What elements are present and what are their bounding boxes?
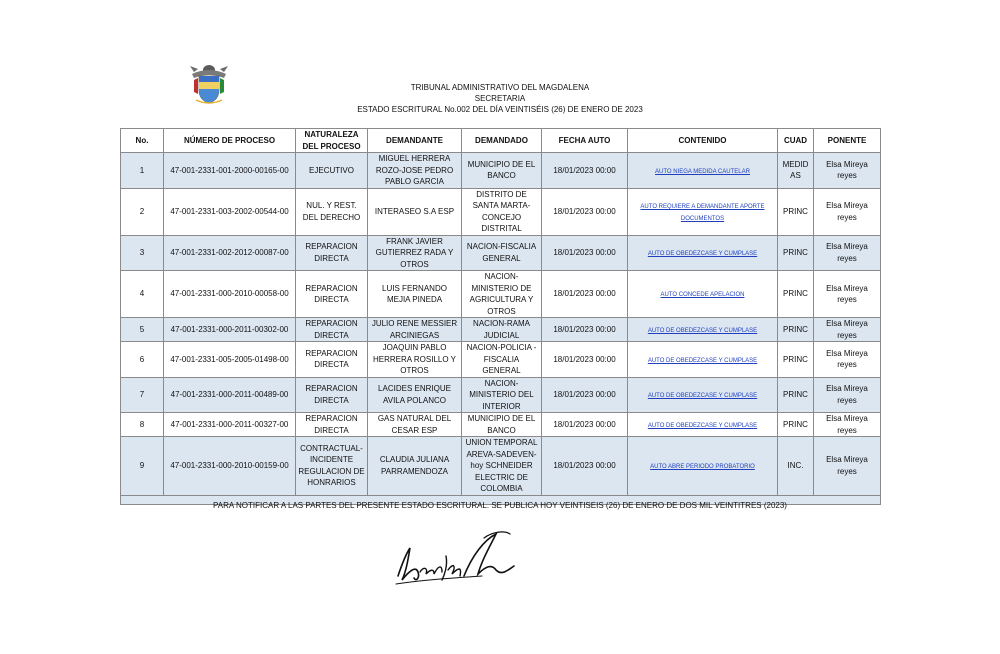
table-row [121,413,881,437]
cell-fecha: 18/01/2023 00:00 [542,188,628,235]
cell-demandante: CLAUDIA JULIANA PARRAMENDOZA [368,437,462,496]
cell-no: 5 [121,318,164,342]
cell-ponente: Elsa Mireya reyes [814,413,881,437]
cell-contenido [628,153,778,189]
contenido-link[interactable]: AUTO NIEGA MEDIDA CAUTELAR [655,168,750,175]
cell-demandado: DISTRITO DE SANTA MARTA-CONCEJO DISTRITAL [462,188,542,235]
contenido-link[interactable]: AUTO DE OBEDEZCASE Y CUMPLASE [647,251,758,257]
cell-demandante: GAS NATURAL DEL CESAR ESP [368,413,462,437]
cell-demandado: NACION-MINISTERIO DEL INTERIOR [462,377,542,413]
col-header-proceso: NÚMERO DE PROCESO [164,129,296,153]
cell-demandante: MIGUEL HERRERA ROZO-JOSE PEDRO PABLO GARCIA [368,153,462,189]
cell-cuad: PRINC [778,271,814,318]
cell-cuad: PRINC [778,377,814,413]
cell-fecha: 18/01/2023 00:00 [542,235,628,271]
cell-ponente: Elsa Mireya reyes [814,342,881,378]
cell-proceso: 47-001-2331-000-2011-00327-00 [164,413,296,437]
cell-no: 4 [121,271,164,318]
cell-naturaleza: REPARACION DIRECTA [296,271,368,318]
cell-fecha: 18/01/2023 00:00 [542,271,628,318]
table-row [121,235,881,271]
cell-demandante: FRANK JAVIER GUTIERREZ RADA Y OTROS [368,235,462,271]
cell-cuad: PRINC [778,413,814,437]
cell-demandado: MUNICIPIO DE EL BANCO [462,413,542,437]
cell-ponente: Elsa Mireya reyes [814,271,881,318]
cell-proceso: 47-001-2331-002-2012-00087-00 [164,235,296,271]
contenido-link[interactable]: AUTO REQUIERE A DEMANDANTE APORTE DOCUMENTOS [640,204,765,222]
cell-proceso: 47-001-2331-003-2002-00544-00 [164,188,296,235]
contenido-link[interactable]: AUTO DE OBEDEZCASE Y CUMPLASE [647,393,758,399]
cell-contenido [628,437,778,496]
cell-fecha: 18/01/2023 00:00 [542,437,628,496]
contenido-link[interactable]: AUTO DE OBEDEZCASE Y CUMPLASE [647,357,758,364]
cell-naturaleza: REPARACION DIRECTA [296,342,368,378]
cell-ponente: Elsa Mireya reyes [814,437,881,496]
cell-contenido [628,377,778,413]
cell-naturaleza: EJECUTIVO [296,153,368,189]
cell-naturaleza: CONTRACTUAL- INCIDENTE REGULACION DE HONRARIOS [296,437,368,496]
cell-no: 3 [121,235,164,271]
col-header-cuad: CUAD [778,129,814,153]
cell-demandado: NACION-RAMA JUDICIAL [462,318,542,342]
cell-cuad: PRINC [778,235,814,271]
cell-no: 6 [121,342,164,378]
cell-proceso: 47-001-2331-000-2011-00489-00 [164,377,296,413]
handwritten-signature [392,526,522,590]
cell-cuad: MEDIDAS [778,153,814,189]
col-header-demandante: DEMANDANTE [368,129,462,153]
cell-no: 2 [121,188,164,235]
cell-proceso: 47-001-2331-000-2011-00302-00 [164,318,296,342]
cell-demandante: JULIO RENE MESSIER ARCINIEGAS [368,318,462,342]
cell-proceso: 47-001-2331-001-2000-00165-00 [164,153,296,189]
cell-naturaleza: NUL. Y REST. DEL DERECHO [296,188,368,235]
cell-contenido [628,271,778,318]
cell-contenido [628,318,778,342]
cell-fecha: 18/01/2023 00:00 [542,153,628,189]
cell-fecha: 18/01/2023 00:00 [542,413,628,437]
table-row [121,271,881,318]
col-header-fecha: FECHA AUTO [542,129,628,153]
cell-contenido [628,413,778,437]
col-header-naturaleza: NATURALEZA DEL PROCESO [296,129,368,153]
cell-demandado: NACION-FISCALIA GENERAL [462,235,542,271]
estado-table [120,128,881,505]
col-header-no: No. [121,129,164,153]
table-row [121,188,881,235]
contenido-link[interactable]: AUTO CONCEDE APELACION [660,292,745,299]
cell-ponente: Elsa Mireya reyes [814,153,881,189]
cell-no: 7 [121,377,164,413]
notification-footer: PARA NOTIFICAR A LAS PARTES DEL PRESENTE ESTADO ESCRITURAL. SE PUBLICA HOY VEINTISEIS (26) DE ENERO DE DOS MIL VEINTITRES (2023) [213,501,787,510]
contenido-link[interactable]: AUTO ABRE PERIODO PROBATORIO [650,464,755,470]
cell-demandante: LUIS FERNANDO MEJIA PINEDA [368,271,462,318]
cell-fecha: 18/01/2023 00:00 [542,342,628,378]
cell-naturaleza: REPARACION DIRECTA [296,318,368,342]
table-row [121,437,881,496]
cell-no: 9 [121,437,164,496]
table-row [121,153,881,189]
cell-ponente: Elsa Mireya reyes [814,188,881,235]
cell-demandado: NACION-POLICIA - FISCALIA GENERAL [462,342,542,378]
col-header-contenido: CONTENIDO [628,129,778,153]
cell-ponente: Elsa Mireya reyes [814,377,881,413]
cell-proceso: 47-001-2331-000-2010-00159-00 [164,437,296,496]
cell-no: 8 [121,413,164,437]
cell-demandante: JOAQUIN PABLO HERRERA ROSILLO Y OTROS [368,342,462,378]
cell-demandado: NACION-MINISTERIO DE AGRICULTURA Y OTROS [462,271,542,318]
cell-contenido [628,342,778,378]
table-header-row [121,129,881,153]
court-name: TRIBUNAL ADMINISTRATIVO DEL MAGDALENA [410,83,590,92]
estado-title: ESTADO ESCRITURAL No.002 DEL DÍA VEINTISÉIS (26) DE ENERO DE 2023 [357,105,643,114]
cell-contenido [628,188,778,235]
cell-proceso: 47-001-2331-005-2005-01498-00 [164,342,296,378]
cell-cuad: INC. [778,437,814,496]
cell-ponente: Elsa Mireya reyes [814,318,881,342]
contenido-link[interactable]: AUTO DE OBEDEZCASE Y CUMPLASE [647,422,758,429]
cell-demandado: MUNICIPIO DE EL BANCO [462,153,542,189]
cell-cuad: PRINC [778,342,814,378]
cell-contenido [628,235,778,271]
cell-ponente: Elsa Mireya reyes [814,235,881,271]
col-header-demandado: DEMANDADO [462,129,542,153]
cell-naturaleza: REPARACION DIRECTA [296,235,368,271]
cell-cuad: PRINC [778,318,814,342]
cell-no: 1 [121,153,164,189]
document-header [0,82,1000,115]
cell-fecha: 18/01/2023 00:00 [542,318,628,342]
cell-naturaleza: REPARACION DIRECTA [296,377,368,413]
cell-demandado: UNION TEMPORAL AREVA-SADEVEN- hoy SCHNEIDER ELECTRIC DE COLOMBIA [462,437,542,496]
contenido-link[interactable]: AUTO DE OBEDEZCASE Y CUMPLASE [647,327,758,334]
cell-demandante: INTERASEO S.A ESP [368,188,462,235]
cell-proceso: 47-001-2331-000-2010-00058-00 [164,271,296,318]
cell-fecha: 18/01/2023 00:00 [542,377,628,413]
col-header-ponente: PONENTE [814,129,881,153]
cell-naturaleza: REPARACION DIRECTA [296,413,368,437]
cell-cuad: PRINC [778,188,814,235]
table-row [121,377,881,413]
table-row [121,342,881,378]
table-row [121,318,881,342]
cell-demandante: LACIDES ENRIQUE AVILA POLANCO [368,377,462,413]
department-name: SECRETARIA [474,94,526,103]
